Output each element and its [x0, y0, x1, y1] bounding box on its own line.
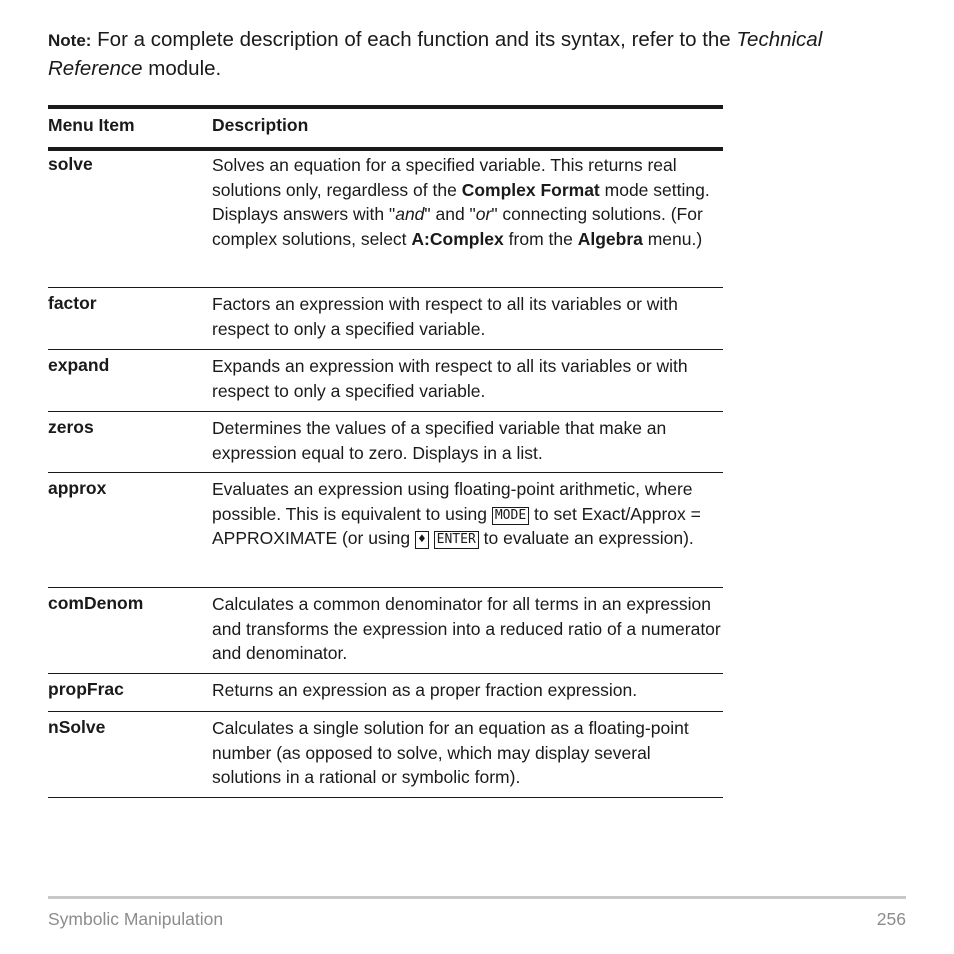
note-label: Note:	[48, 31, 92, 50]
menu-item-name: nSolve	[48, 717, 106, 737]
bold-term: Algebra	[577, 228, 643, 249]
description-text: to evaluate an expression).	[478, 528, 694, 548]
table-row	[48, 151, 723, 288]
calculator-key: ♦	[415, 531, 429, 549]
footer-section-title: Symbolic Manipulation	[48, 909, 224, 929]
menu-item-name: approx	[48, 478, 107, 498]
description-text: Calculates a common denominator for all terms in an expression and transforms the expression into a reduced ratio of a numerator and denominator.	[212, 594, 721, 663]
description-text: Factors an expression with respect to all its variables or with respect to only a specified variable.	[212, 294, 678, 339]
page-number: 256	[876, 909, 906, 929]
table-row	[48, 712, 723, 798]
menu-item-name: zeros	[48, 417, 94, 437]
bold-term: Complex Format	[461, 179, 600, 200]
menu-item-description	[212, 477, 723, 587]
table-body	[48, 151, 723, 798]
bold-term: A:Complex	[411, 228, 504, 249]
menu-item-name: solve	[48, 154, 93, 174]
note-text-before: For a complete description of each function and its syntax, refer to the	[91, 28, 737, 51]
note-paragraph	[48, 26, 908, 83]
description-text: Evaluates an expression using floating-point arithmetic, where possible. This is equivalent to using	[212, 479, 693, 524]
table-row	[48, 473, 723, 588]
menu-items-table	[48, 105, 723, 798]
menu-item-description	[212, 292, 723, 349]
italic-term: or	[475, 204, 492, 224]
header-menu-item: Menu Item	[48, 115, 135, 135]
description-text: " connecting solutions. (For complex solutions, select	[212, 204, 703, 249]
description-text: menu.)	[642, 228, 703, 249]
table-row	[48, 288, 723, 350]
description-text: " and "	[424, 204, 476, 224]
menu-item-description	[212, 592, 723, 673]
menu-item-description	[212, 354, 723, 411]
menu-item-name: expand	[48, 355, 110, 375]
description-text: Expands an expression with respect to all its variables or with respect to only a specified variable.	[212, 356, 688, 401]
table-row	[48, 350, 723, 412]
table-header	[48, 109, 723, 151]
menu-item-name: propFrac	[48, 679, 124, 699]
note-reference-title: Technical Reference	[48, 28, 823, 80]
menu-item-description	[212, 153, 723, 287]
calculator-key: MODE	[492, 507, 529, 525]
description-text: mode setting. Displays answers with "	[212, 179, 710, 224]
menu-item-name: factor	[48, 293, 97, 313]
description-text: Returns an expression as a proper fraction expression.	[212, 680, 638, 700]
header-description: Description	[212, 115, 309, 135]
menu-item-description	[212, 716, 723, 797]
description-text: Determines the values of a specified variable that make an expression equal to zero. Displays in a list.	[212, 418, 667, 463]
table-row	[48, 674, 723, 712]
description-text: Solves an equation for a specified variable. This returns real solutions only, regardless of the	[212, 155, 677, 200]
menu-item-name: comDenom	[48, 593, 144, 613]
menu-item-description	[212, 678, 723, 711]
description-text: to set Exact/Approx = APPROXIMATE (or using	[212, 503, 701, 548]
description-text: from the	[503, 228, 578, 249]
italic-term: and	[395, 204, 425, 224]
menu-item-description	[212, 416, 723, 472]
table-row	[48, 588, 723, 674]
note-text-after: module.	[142, 57, 222, 80]
description-text: Calculates a single solution for an equation as a floating-point number (as opposed to solve, which may display several solutions in a rational or symbolic form).	[212, 718, 689, 787]
footer-divider	[48, 896, 906, 899]
table-row	[48, 412, 723, 473]
calculator-key: ENTER	[434, 531, 479, 549]
